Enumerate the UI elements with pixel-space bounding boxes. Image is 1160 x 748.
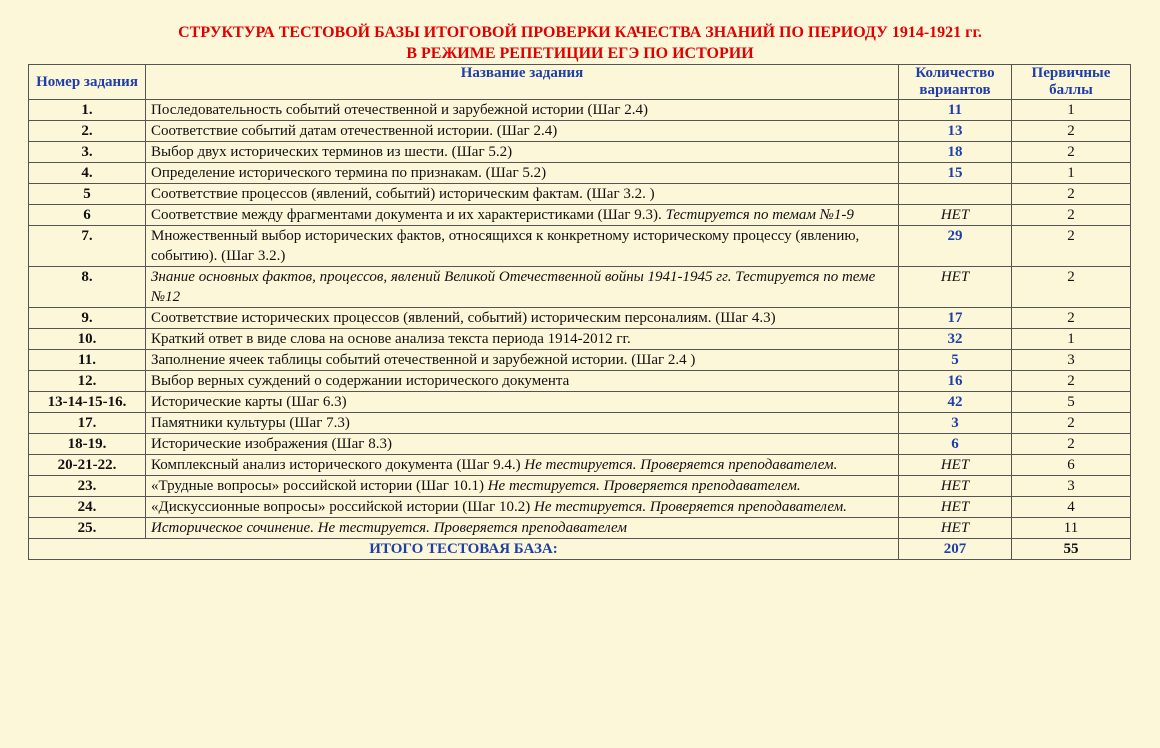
primary-points: 4 xyxy=(1012,497,1131,518)
task-name-cell xyxy=(146,121,899,142)
task-name-cell xyxy=(146,267,899,308)
primary-points: 2 xyxy=(1012,205,1131,226)
total-label: ИТОГО ТЕСТОВАЯ БАЗА: xyxy=(29,539,899,560)
task-name-cell xyxy=(146,184,899,205)
task-note: Не тестируется. Проверяется преподавателем. xyxy=(533,499,847,515)
variant-count: 6 xyxy=(899,434,1012,455)
variant-count: НЕТ xyxy=(899,455,1012,476)
total-row xyxy=(29,539,1131,560)
table-row xyxy=(29,329,1131,350)
task-number: 7. xyxy=(29,226,146,267)
variant-count: 17 xyxy=(899,308,1012,329)
task-name: Определение исторического термина по признакам. (Шаг 5.2) xyxy=(151,165,547,181)
primary-points: 2 xyxy=(1012,371,1131,392)
task-number: 9. xyxy=(29,308,146,329)
task-number: 1. xyxy=(29,100,146,121)
variant-count: 11 xyxy=(899,100,1012,121)
task-name: Соответствие процессов (явлений, событий) историческим фактам. (Шаг 3.2. ) xyxy=(151,186,655,202)
task-name-cell xyxy=(146,476,899,497)
variant-count: НЕТ xyxy=(899,497,1012,518)
table-row xyxy=(29,350,1131,371)
table-row xyxy=(29,518,1131,539)
variant-count: 32 xyxy=(899,329,1012,350)
table-row xyxy=(29,121,1131,142)
task-note: Историческое сочинение. Не тестируется. Проверяется преподавателем xyxy=(151,520,627,536)
task-number: 11. xyxy=(29,350,146,371)
task-note: Не тестируется. Проверяется преподавателем. xyxy=(524,457,838,473)
total-points: 55 xyxy=(1012,539,1131,560)
variant-count: 3 xyxy=(899,413,1012,434)
task-name-cell xyxy=(146,100,899,121)
primary-points: 2 xyxy=(1012,184,1131,205)
task-note: Тестируется по темам №1-9 xyxy=(665,207,854,223)
primary-points: 2 xyxy=(1012,413,1131,434)
variant-count: НЕТ xyxy=(899,518,1012,539)
variant-count: НЕТ xyxy=(899,205,1012,226)
table-row xyxy=(29,205,1131,226)
task-name-cell xyxy=(146,518,899,539)
primary-points: 2 xyxy=(1012,142,1131,163)
task-name-cell xyxy=(146,434,899,455)
variant-count: 5 xyxy=(899,350,1012,371)
task-note: Знание основных фактов, процессов, явлений Великой Отечественной войны 1941-1945 гг. Тестируется по теме №12 xyxy=(151,269,876,305)
task-name-cell xyxy=(146,205,899,226)
task-name: Соответствие событий датам отечественной истории. (Шаг 2.4) xyxy=(151,123,558,139)
task-number: 6 xyxy=(29,205,146,226)
variant-count: 15 xyxy=(899,163,1012,184)
variant-count: 13 xyxy=(899,121,1012,142)
task-note: Не тестируется. Проверяется преподавателем. xyxy=(487,478,801,494)
task-number: 18-19. xyxy=(29,434,146,455)
primary-points: 11 xyxy=(1012,518,1131,539)
table-row xyxy=(29,184,1131,205)
task-name-cell xyxy=(146,226,899,267)
task-name: Краткий ответ в виде слова на основе анализа текста периода 1914-2012 гг. xyxy=(151,331,631,347)
table-row xyxy=(29,392,1131,413)
task-name-cell xyxy=(146,455,899,476)
task-name: Исторические карты (Шаг 6.3) xyxy=(151,394,347,410)
table-row xyxy=(29,267,1131,308)
table-row xyxy=(29,455,1131,476)
title-line-1: СТРУКТУРА ТЕСТОВОЙ БАЗЫ ИТОГОВОЙ ПРОВЕРКИ КАЧЕСТВА ЗНАНИЙ ПО ПЕРИОДУ 1914-1921 гг. xyxy=(178,24,982,41)
task-number: 2. xyxy=(29,121,146,142)
primary-points: 1 xyxy=(1012,100,1131,121)
task-number: 4. xyxy=(29,163,146,184)
table-row xyxy=(29,476,1131,497)
primary-points: 1 xyxy=(1012,163,1131,184)
primary-points: 5 xyxy=(1012,392,1131,413)
task-name: Множественный выбор исторических фактов, относящихся к конкретному историческому процессу (явлению, событию). (Шаг 3.2.) xyxy=(151,228,860,264)
task-name-cell xyxy=(146,163,899,184)
task-name-cell xyxy=(146,413,899,434)
table-row xyxy=(29,100,1131,121)
table-row xyxy=(29,434,1131,455)
header-name: Название задания xyxy=(146,65,899,100)
table-row xyxy=(29,371,1131,392)
primary-points: 3 xyxy=(1012,350,1131,371)
header-row xyxy=(29,65,1131,100)
task-number: 5 xyxy=(29,184,146,205)
variant-count: 42 xyxy=(899,392,1012,413)
task-name: Комплексный анализ исторического документа (Шаг 9.4.) xyxy=(151,457,521,473)
table-row xyxy=(29,308,1131,329)
task-name: Соответствие между фрагментами документа и их характеристиками (Шаг 9.3). xyxy=(151,207,662,223)
task-number: 3. xyxy=(29,142,146,163)
task-number: 8. xyxy=(29,267,146,308)
header-num: Номер задания xyxy=(29,65,146,100)
task-number: 12. xyxy=(29,371,146,392)
total-count: 207 xyxy=(899,539,1012,560)
task-name-cell xyxy=(146,497,899,518)
primary-points: 6 xyxy=(1012,455,1131,476)
table-row xyxy=(29,497,1131,518)
task-name: «Трудные вопросы» российской истории (Шаг 10.1) xyxy=(151,478,484,494)
task-name: «Дискуссионные вопросы» российской истории (Шаг 10.2) xyxy=(151,499,531,515)
task-number: 25. xyxy=(29,518,146,539)
task-name-cell xyxy=(146,350,899,371)
primary-points: 2 xyxy=(1012,434,1131,455)
task-number: 13-14-15-16. xyxy=(29,392,146,413)
task-name: Последовательность событий отечественной и зарубежной истории (Шаг 2.4) xyxy=(151,102,648,118)
task-name-cell xyxy=(146,308,899,329)
task-name-cell xyxy=(146,329,899,350)
variant-count: НЕТ xyxy=(899,267,1012,308)
variant-count: НЕТ xyxy=(899,476,1012,497)
primary-points: 2 xyxy=(1012,121,1131,142)
variant-count: 16 xyxy=(899,371,1012,392)
task-name-cell xyxy=(146,371,899,392)
task-name-cell xyxy=(146,392,899,413)
primary-points: 3 xyxy=(1012,476,1131,497)
table-row xyxy=(29,413,1131,434)
variant-count: 18 xyxy=(899,142,1012,163)
task-number: 24. xyxy=(29,497,146,518)
header-points: Первичные баллы xyxy=(1012,65,1131,100)
test-structure-table xyxy=(28,64,1131,560)
task-name: Исторические изображения (Шаг 8.3) xyxy=(151,436,392,452)
table-row xyxy=(29,142,1131,163)
table-row xyxy=(29,163,1131,184)
header-count: Количество вариантов xyxy=(899,65,1012,100)
table-row xyxy=(29,226,1131,267)
primary-points: 2 xyxy=(1012,308,1131,329)
primary-points: 2 xyxy=(1012,267,1131,308)
task-name: Выбор двух исторических терминов из шести. (Шаг 5.2) xyxy=(151,144,513,160)
title-line-2: В РЕЖИМЕ РЕПЕТИЦИИ ЕГЭ ПО ИСТОРИИ xyxy=(406,45,754,62)
task-name: Памятники культуры (Шаг 7.3) xyxy=(151,415,350,431)
primary-points: 2 xyxy=(1012,226,1131,267)
task-name: Заполнение ячеек таблицы событий отечественной и зарубежной истории. (Шаг 2.4 ) xyxy=(151,352,696,368)
variant-count: 29 xyxy=(899,226,1012,267)
primary-points: 1 xyxy=(1012,329,1131,350)
task-number: 10. xyxy=(29,329,146,350)
task-number: 17. xyxy=(29,413,146,434)
task-name: Соответствие исторических процессов (явлений, событий) историческим персоналиям. (Шаг 4.3) xyxy=(151,310,776,326)
variant-count xyxy=(899,184,1012,205)
task-name-cell xyxy=(146,142,899,163)
task-number: 20-21-22. xyxy=(29,455,146,476)
task-number: 23. xyxy=(29,476,146,497)
task-name: Выбор верных суждений о содержании исторического документа xyxy=(151,373,570,389)
page-title xyxy=(0,0,1160,64)
